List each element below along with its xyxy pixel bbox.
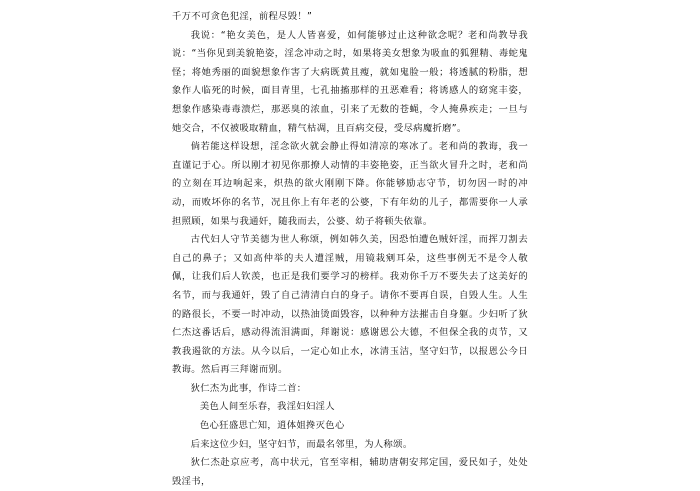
paragraph: 古代妇人守节美德为世人称颂，例如韩久美，因恐怕遭色贼奸淫，而挥刀割去自己的鼻子；又如高仲举的夫人遭淫贼，用镜栽剜耳朵，这些事例无不是令人敬佩，让我们后人钦羡，也正是我们要学习的榜样。我劝你千万不要失去了这美好的名节，而与我通奸，毁了自己清清白白的身子。请你不要再自误，自毁人生。人生的路很长，不要一时冲动，以热油烫面毁容，以种种方法摧击自身躯。少妇听了狄仁杰这番话后，感动得流泪满面，拜谢说：感谢恩公大德，不但保全我的贞节，又教我遏欲的方法。从今以后，一定心如止水，冰清玉洁，坚守妇节，以报恩公今日教诲。然后再三拜谢而别。 [172,234,528,376]
poem-line: 美色人间至乐春，我淫妇妇淫人 [199,401,335,413]
paragraph: 狄仁杰赴京应考，高中状元，官至宰相，辅助唐朝安邦定国，爱民如子，处处毁淫书， [172,457,528,487]
paragraph: 倘若能这样设想，淫念欲火就会静止得如清凉的寒冰了。老和尚的教诲，我一直谨记于心。所以刚才初见你那撩人动情的丰姿艳姿，正当欲火冒升之时，老和尚的立刻在耳边响起来，炽热的欲火刚刚下降。你能够励志守节，切勿因一时的冲动，而败坏你的名节，况且你上有年老的公婆，下有年幼的儿子，都需要你一人承担照顾，如果与我通奸，随我而去，公婆、幼子将顿失依靠。 [172,141,528,227]
poem-line: 色心狂盛思亡知，逍体姐搀灭色心 [199,420,345,432]
document-body [172,8,528,491]
paragraph: 千万不可贪色犯淫，前程尽毁！” [172,11,313,22]
paragraph: 后来这位少妇，坚守妇节，而最名邻里，为人称颂。 [190,438,413,450]
paragraph: 我说：“艳女美色，是人人皆喜爱，如何能够过止这种欲念呢？老和尚教导我说：“当你见到美貌艳姿，淫念冲动之时，如果将美女想象为吸血的狐狸精、毒蛇鬼怪；将她秀丽的面貌想象作害了大病既黄且瘦，就如鬼脸一般；将透腻的粉脂，想象作人临死的时候，面目青里，七孔抽搐那样的丑恶难看；将诱感人的窈窕丰姿，想象作感染毒毒溃烂，那恶臭的浓血，引来了无数的苍蝇，令人掩鼻疾走；一旦与她交合，不仅被吸取精血，精气枯凋，且百病交侵，受尽病魔折磨”。 [172,29,528,134]
poem-intro: 狄仁杰为此事，作诗二首： [190,382,307,394]
